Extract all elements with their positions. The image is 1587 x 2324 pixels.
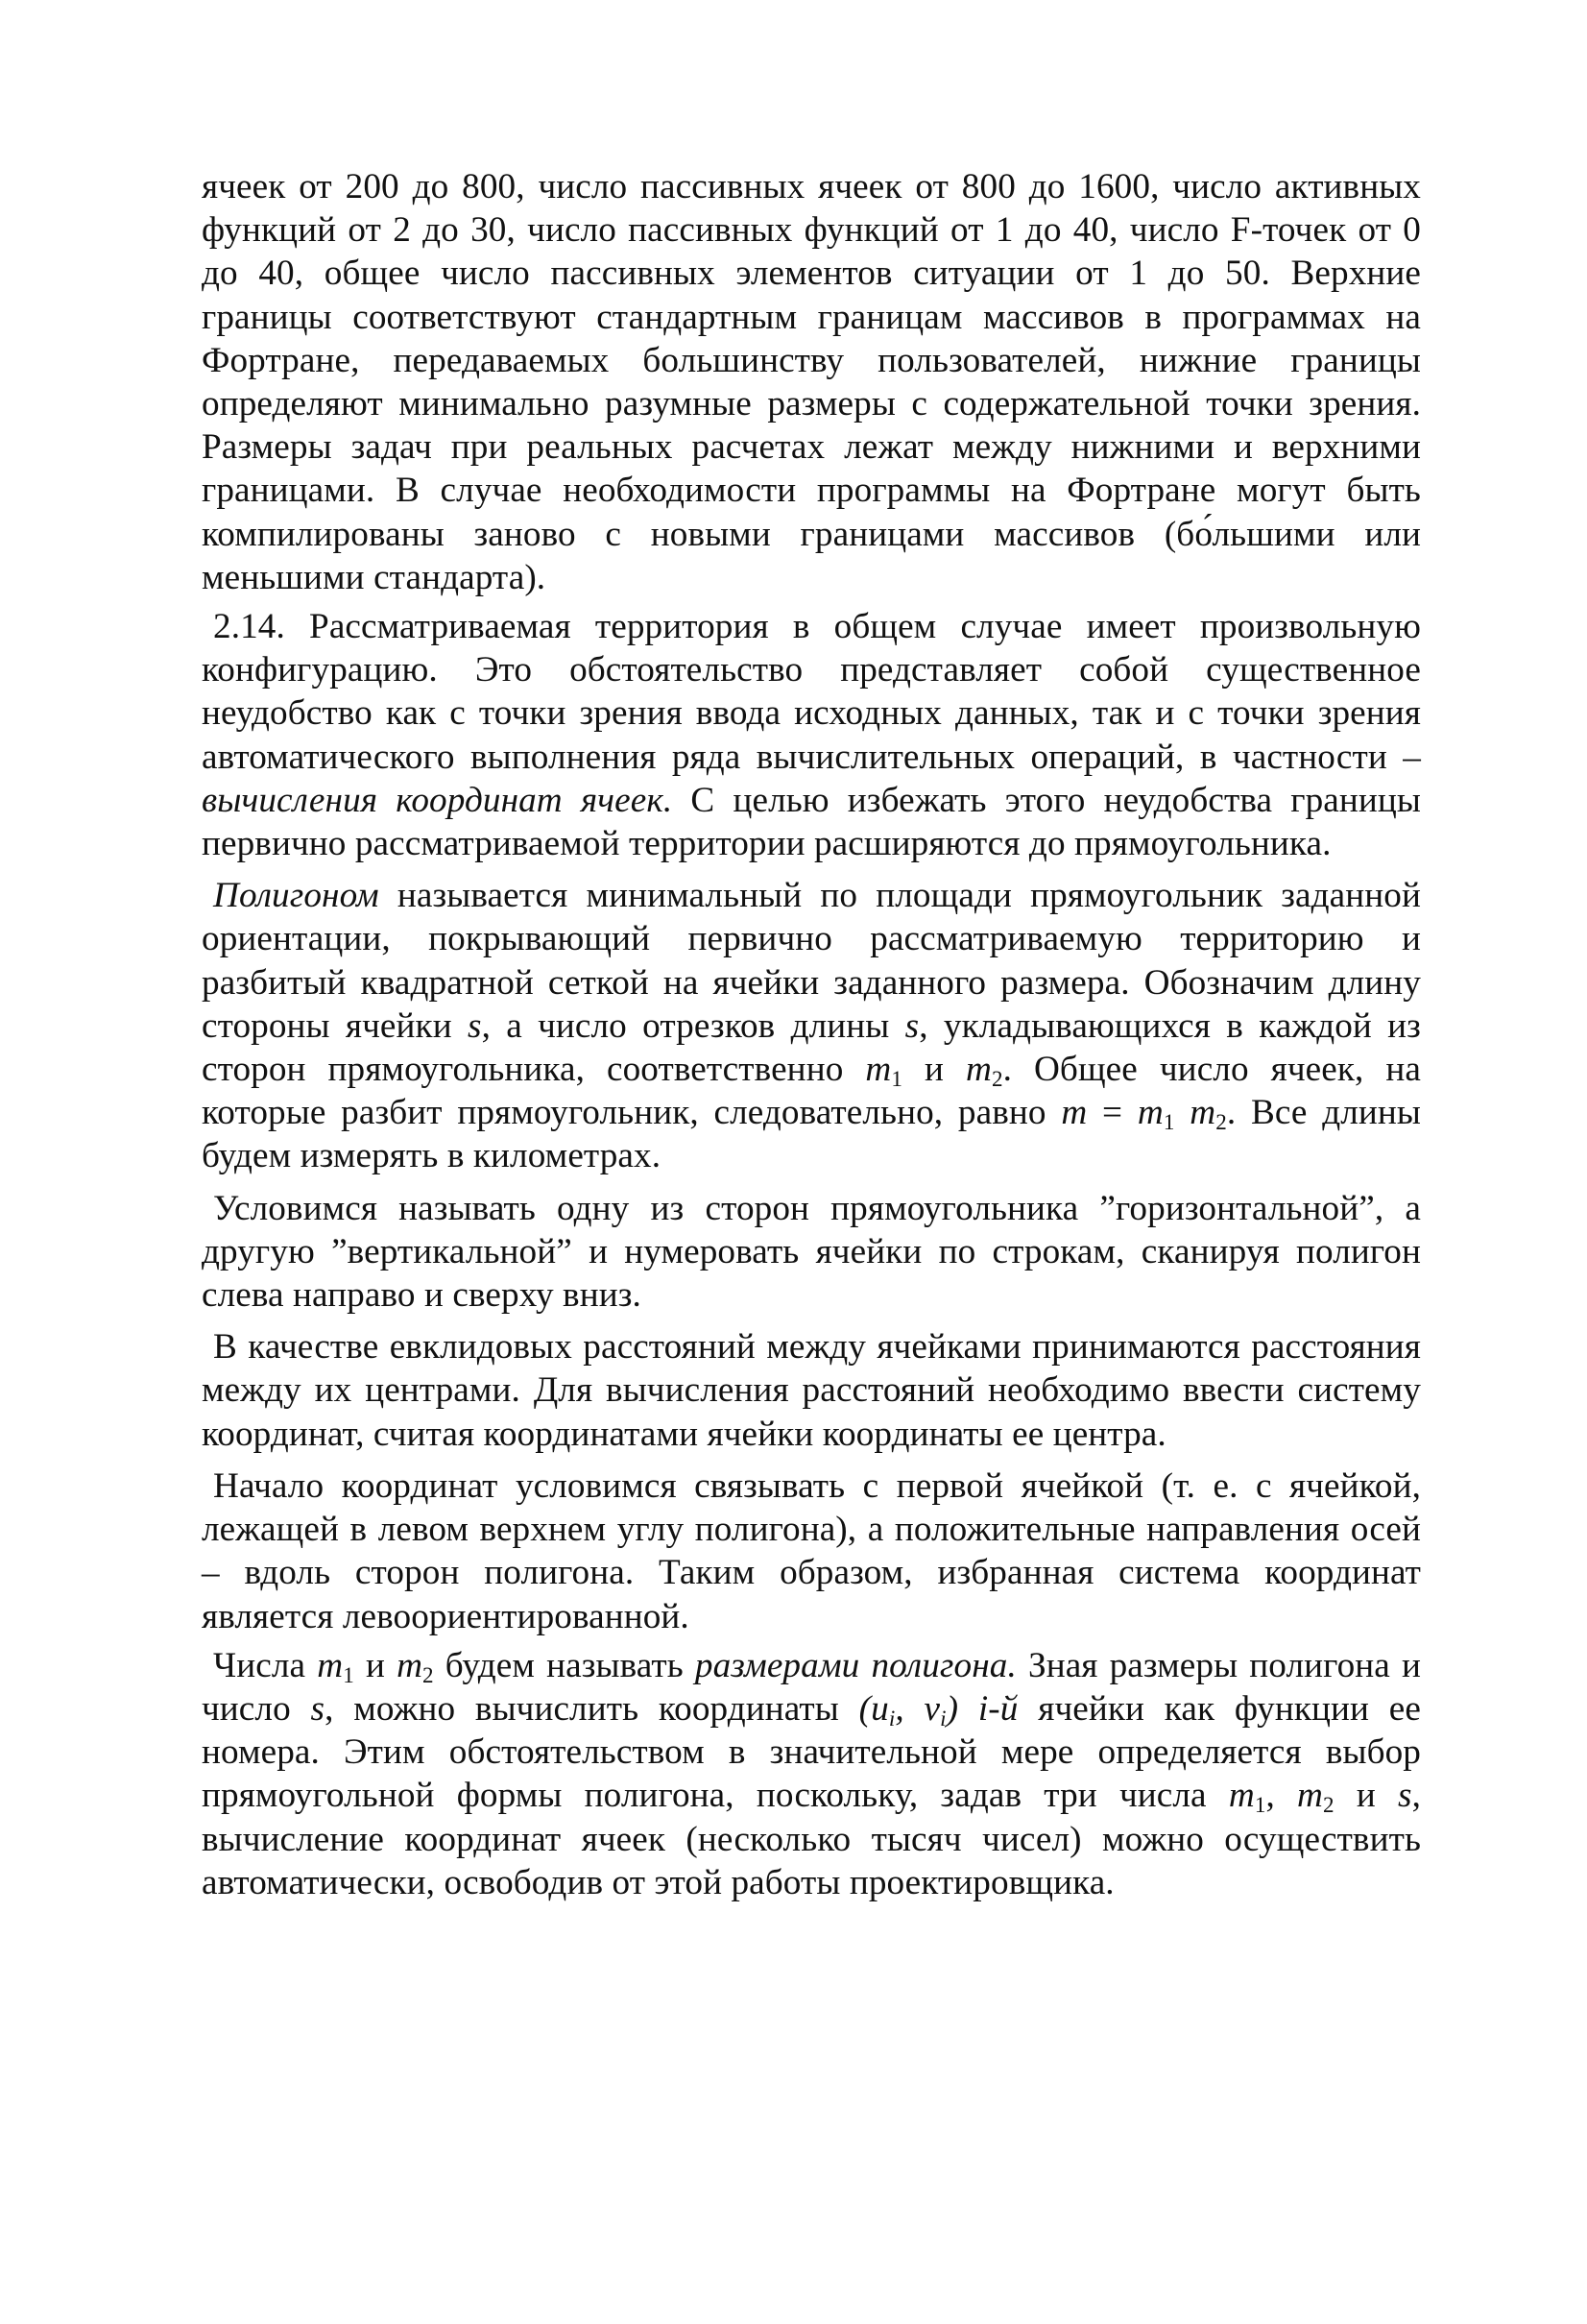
coord-u: (u: [858, 1688, 889, 1729]
subscript: 1: [343, 1661, 354, 1687]
paragraph-orientation: [202, 1187, 1421, 1318]
paragraph-text: , а число отрезков длины: [481, 1005, 890, 1046]
term-polygon: Полигоном: [213, 876, 379, 916]
paragraph-text: . Общее число ячеек, на которые разбит прямоугольник, следовательно, равно: [202, 1050, 1422, 1133]
paragraph-text: Начало координат условимся связывать с первой ячейкой (т. е. с ячейкой, лежащей в левом верхнем углу полигона), а положительные направления осей – вдоль сторон полигона. Таким образом, избранная система координат является левоориентированной.: [202, 1465, 1421, 1636]
paragraph-text: называется минимальный по площади прямоугольник заданной ориентации, покрывающий первично рассматриваемую территорию и разбитый квадратной сеткой на ячейки заданного размера. Обозначим длину стороны ячейки: [202, 876, 1421, 1046]
symbol-m: m: [966, 1050, 992, 1090]
subscript: 2: [422, 1661, 434, 1687]
paragraph-text: , вычисление координат ячеек (несколько тысяч чисел) можно осуществить автоматически, освободив от этой работы проектировщика.: [202, 1776, 1421, 1902]
paragraph-text: ячеек от 200 до 800, число пассивных ячеек от 800 до 1600, число активных функций от 2 до 30, число пассивных функций от 1 до 40, число F-точек от 0 до 40, общее число пассивных элементов ситуации от 1 до 50. Верхние границы соответствуют стандартным границам массивов в программах на Фортране, передаваемых большинству пользователей, нижние границы определяют минимально разумные размеры с содержательной точки зрения. Размеры задач при реальных расчетах лежат между нижними и верхними границами. В случае необходимости программы на Фортране могут быть компилированы заново с новыми границами массивов (бо́льшими или меньшими стандарта).: [202, 167, 1421, 597]
paragraph-origin: [202, 1465, 1421, 1638]
paragraph-text: и: [924, 1050, 944, 1090]
coord-close: ): [946, 1688, 959, 1729]
paragraph-text: Зная размеры полигона и число: [202, 1645, 1421, 1729]
paragraph-text: ячейки как функции ее номера. Этим обстоятельством в значительной мере определяется выбор прямоугольной формы полигона, поскольку, задав три числа: [202, 1688, 1422, 1816]
paragraph-polygon-sizes: Числа $m_1$ и $m_2$ будем называть размерами полигона. Зная размеры полигона и число s, можно вычислить координаты ($u_i$, $v_i$) i-й ячейки как функции ее номера. Этим обстоятельством в значительной мере определяется выбор прямоугольной формы полигона, поскольку, задав три числа $m_1$, $m_2$ и s, вычисление координат ячеек (несколько тысяч чисел) можно осуществить автоматически, освободив от этой работы проектировщика.: [202, 1645, 1422, 1902]
ith-label: i-й: [977, 1688, 1019, 1729]
coord-v: , v: [895, 1688, 941, 1729]
subscript: 2: [1215, 1109, 1227, 1135]
paragraph-array-bounds: [202, 165, 1421, 599]
paragraph-text: и: [365, 1645, 385, 1685]
paragraph-text: В качестве евклидовых расстояний между ячейками принимаются расстояния между их центрами. Для вычисления расстояний необходимо ввести систему координат, считая координатами ячейки координаты ее центра.: [202, 1327, 1421, 1454]
symbol-s: s: [467, 1005, 482, 1046]
symbol-s: s: [904, 1005, 920, 1046]
paragraph-text: , можно вычислить координаты: [325, 1688, 839, 1729]
symbol-m: m: [865, 1050, 892, 1090]
symbol-m: m: [1190, 1093, 1216, 1133]
subscript: i: [888, 1705, 896, 1731]
paragraph-text: Рассматриваемая территория в общем случае имеет произвольную конфигурацию. Это обстоятельство представляет собой существенное неудобство как с точки зрения ввода исходных данных, так и с точки зрения автоматического выполнения ряда вычислительных операций, в частности: [202, 607, 1421, 777]
paragraph-text: , укладывающихся в каждой из сторон прямоугольника, соответственно: [202, 1005, 1421, 1090]
coordinate-pair: [859, 1689, 958, 1729]
subscript: 2: [1323, 1792, 1335, 1818]
paragraph-text: Условимся называть одну из сторон прямоугольника ”горизонтальной”, а другую ”вертикальной” и нумеровать ячейки по строкам, сканируя полигон слева направо и сверху вниз.: [202, 1188, 1421, 1316]
term-polygon-sizes: размерами полигона.: [694, 1645, 1017, 1685]
paragraph-text: . Все длины будем измерять в километрах.: [202, 1093, 1422, 1176]
section-number: 2.14.: [213, 607, 285, 647]
paragraph-distances: [202, 1325, 1421, 1456]
paragraph-text: С целью избежать этого неудобства границы первично рассматриваемой территории расширяются до прямоугольника.: [202, 780, 1421, 864]
paragraph-polygon-definition: [202, 874, 1421, 1177]
emphasized-text: – вычисления координат ячеек.: [202, 737, 1421, 820]
document-page: [202, 165, 1421, 1904]
symbol-m: m: [1137, 1093, 1164, 1133]
symbol-m: m: [317, 1645, 344, 1685]
subscript: 1: [1163, 1109, 1175, 1135]
subscript: 1: [891, 1065, 902, 1091]
symbol-s: s: [310, 1688, 325, 1729]
equals-sign: =: [1102, 1093, 1123, 1133]
paragraph-text: Числа: [213, 1645, 306, 1685]
subscript: 2: [991, 1065, 1003, 1091]
paragraph-text: будем называть: [445, 1645, 684, 1685]
paragraph-text: и: [1356, 1776, 1376, 1816]
subscript: 1: [1254, 1792, 1266, 1818]
subscript: i: [940, 1705, 947, 1731]
symbol-m: m: [1061, 1093, 1088, 1133]
symbol-m: m: [397, 1645, 423, 1685]
symbol-m: m: [1228, 1776, 1255, 1816]
section-2-14: [202, 605, 1421, 865]
symbol-m: m: [1297, 1776, 1323, 1816]
symbol-s: s: [1398, 1776, 1412, 1816]
